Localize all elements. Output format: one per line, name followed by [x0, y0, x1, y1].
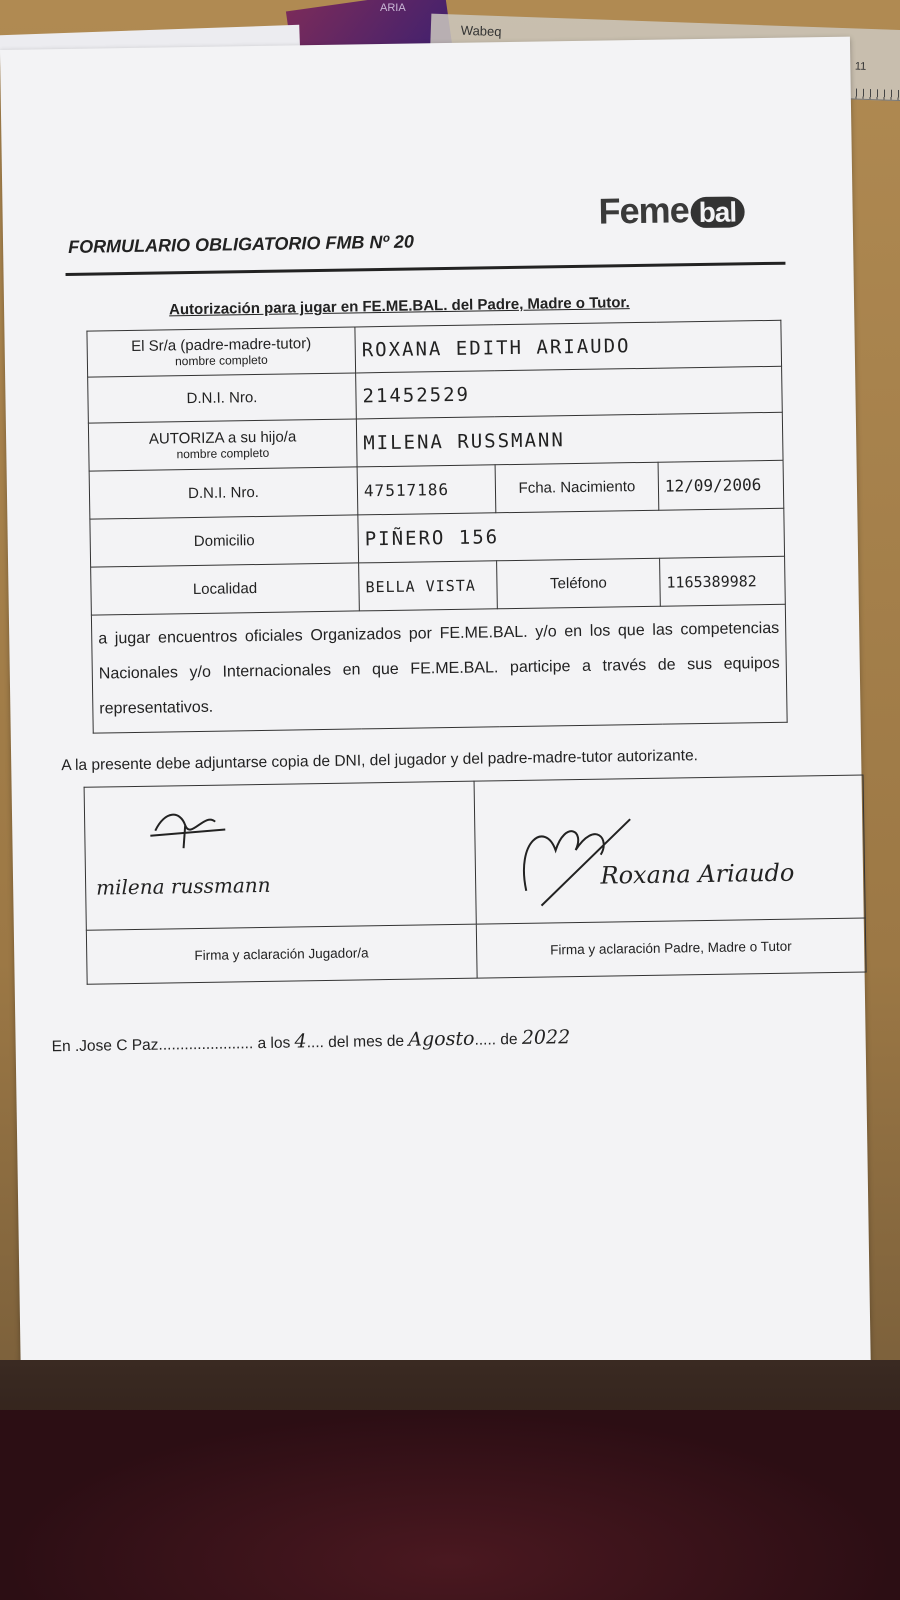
city-value: BELLA VISTA: [365, 576, 476, 596]
form-subtitle: Autorización para jugar en FE.ME.BAL. del Padre, Madre o Tutor.: [168, 294, 630, 319]
address-cell[interactable]: [358, 508, 785, 563]
tutor-name-value: ROXANA EDITH ARIAUDO: [361, 334, 631, 361]
child-dni-cell[interactable]: [357, 465, 496, 515]
mes-text: del mes de: [328, 1032, 405, 1051]
player-signature-caption: Firma y aclaración Jugador/a: [86, 924, 476, 984]
logo-pill: bal: [690, 196, 744, 228]
table-row: [91, 604, 787, 733]
player-signature-scribble: [145, 799, 236, 850]
child-name-value: MILENA RUSSMANN: [363, 428, 565, 454]
player-signature-cell[interactable]: [84, 781, 476, 930]
phone-value: 1165389982: [666, 571, 757, 592]
title-rule: [66, 262, 786, 276]
child-dni-label: D.N.I. Nro.: [89, 467, 358, 519]
phone-label: Teléfono: [497, 558, 661, 609]
form-paper: [0, 37, 871, 1375]
birth-label: Fcha. Nacimiento: [495, 462, 659, 513]
a-los-text: a los: [257, 1034, 291, 1053]
parent-signature-cell[interactable]: [474, 775, 866, 924]
authorization-table: [86, 320, 787, 734]
authorization-paragraph: a jugar encuentros oficiales Organizados por FE.ME.BAL. y/o en los que las competencias Nacionales y/o Internacionales en que FE.ME.BAL. participe a través de sus equipos representativos.: [91, 604, 787, 733]
femebal-logo: [598, 188, 744, 232]
tutor-sub-label: nombre completo: [174, 352, 268, 369]
child-dni-value: 47517186: [363, 480, 450, 501]
ruler-brand: Wabeq: [460, 22, 502, 40]
place-date-line: En .Jose C Paz...................... a los 4.... del mes de Agosto..... de 2022: [51, 1026, 571, 1056]
player-name-handwritten: milena russmann: [95, 872, 271, 900]
birth-value: 12/09/2006: [664, 475, 762, 496]
parent-name-handwritten: Roxana Ariaudo: [600, 858, 795, 890]
ruler-number: 11: [854, 60, 867, 73]
fabric-foreground: [0, 1410, 900, 1600]
phone-cell[interactable]: [660, 556, 786, 606]
signature-table: [84, 775, 867, 985]
child-value-cell[interactable]: [356, 412, 783, 467]
parent-signature-caption: Firma y aclaración Padre, Madre o Tutor: [476, 918, 866, 978]
city-label: Localidad: [91, 563, 360, 615]
child-label-cell: [88, 419, 357, 471]
tutor-dni-cell[interactable]: [356, 366, 783, 419]
table-row: [84, 775, 865, 930]
city-cell[interactable]: [359, 561, 498, 611]
parent-signature-scribble: [504, 799, 636, 911]
year-value: 2022: [521, 1026, 571, 1049]
month-value: Agosto: [408, 1027, 475, 1051]
tutor-dni-label: D.N.I. Nro.: [88, 373, 357, 423]
address-label: Domicilio: [90, 515, 359, 567]
child-label: AUTORIZA a su hijo/a: [148, 428, 297, 448]
form-title: FORMULARIO OBLIGATORIO FMB Nº 20: [67, 231, 415, 257]
address-value: PIÑERO 156: [364, 525, 500, 550]
place-prefix: En .Jose C Paz......................: [51, 1035, 254, 1056]
tutor-dni-value: 21452529: [362, 383, 471, 407]
day-value: 4: [294, 1030, 307, 1053]
logo-text: Feme: [598, 189, 689, 232]
tutor-label-cell: [87, 327, 356, 377]
child-sub-label: nombre completo: [176, 445, 270, 462]
tutor-label: El Sr/a (padre-madre-tutor): [131, 335, 312, 355]
tutor-value-cell[interactable]: [355, 320, 782, 373]
dni-note: A la presente debe adjuntarse copia de DNI, del jugador y del padre-madre-tutor autorizante.: [61, 747, 699, 775]
de-text: de: [500, 1030, 518, 1049]
birth-cell[interactable]: [658, 460, 784, 510]
card-text: ARIA: [380, 2, 406, 14]
